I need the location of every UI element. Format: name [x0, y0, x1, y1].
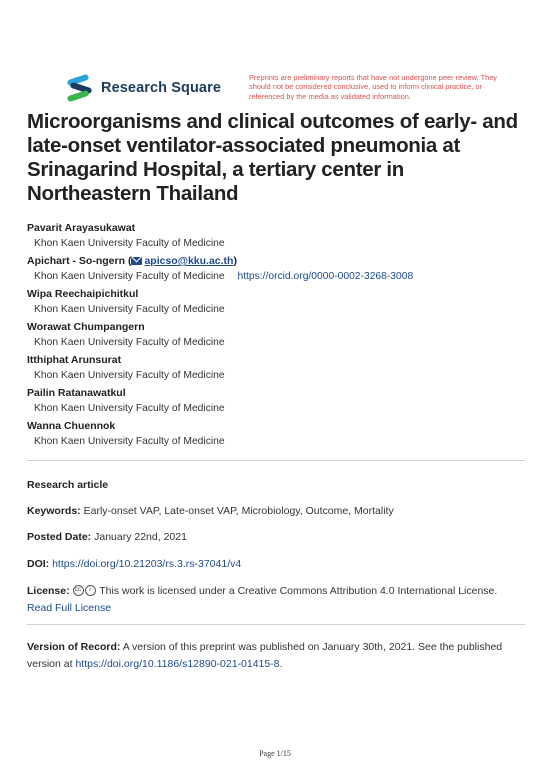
author-name-corresponding: Apichart - So-ngern ( apicso@kku.ac.th) — [27, 255, 237, 267]
attribution-icon: i — [85, 585, 96, 596]
author-email-link[interactable]: apicso@kku.ac.th — [144, 255, 234, 267]
read-full-license-link[interactable]: Read Full License — [27, 602, 112, 614]
author-affiliation: Khon Kaen University Faculty of Medicine — [34, 403, 225, 414]
posted-date-label: Posted Date: — [27, 531, 92, 543]
author-name: Wipa Reechaipichitkul — [27, 288, 139, 300]
author-entry — [27, 387, 527, 420]
version-of-record-link[interactable]: https://doi.org/10.1186/s12890-021-01415-8 — [75, 658, 280, 670]
author-list — [27, 222, 527, 453]
posted-date-value: January 22nd, 2021 — [94, 531, 187, 543]
author-entry — [27, 354, 527, 387]
preprint-notice: Preprints are preliminary reports that have not undergone peer review. They should not be considered conclusive, used to inform clinical practice, or referenced by the media as validated information. — [249, 73, 497, 101]
author-name: Pailin Ratanawatkul — [27, 387, 126, 399]
author-affiliation: Khon Kaen University Faculty of Medicine — [34, 337, 225, 348]
email-icon — [131, 257, 142, 265]
version-of-record-text: A version of this preprint was published on January 30th, 2021. See the published version at — [27, 641, 503, 670]
author-affiliation: Khon Kaen University Faculty of Medicine — [34, 370, 225, 381]
author-affiliation: Khon Kaen University Faculty of Medicine — [34, 436, 225, 447]
page-number: Page 1/15 — [259, 749, 291, 758]
logo-text: Research Square — [101, 80, 221, 96]
article-type: Research article — [27, 479, 109, 491]
version-of-record-row: Version of Record: A version of this preprint was published on January 30th, 2021. See the published version at https://doi.org/10.1186/s12890-021-01415-8. — [27, 641, 503, 670]
author-entry — [27, 420, 527, 453]
divider — [27, 460, 525, 461]
divider — [27, 624, 525, 625]
creative-commons-icon: cc — [73, 585, 84, 596]
author-name: Wanna Chuennok — [27, 420, 116, 432]
orcid-link[interactable]: https://orcid.org/0000-0002-3268-3008 — [237, 271, 414, 282]
author-entry — [27, 321, 527, 354]
author-name: Pavarit Arayasukawat — [27, 222, 136, 234]
author-affiliation: Khon Kaen University Faculty of Medicine — [34, 271, 225, 282]
author-affiliation: Khon Kaen University Faculty of Medicine — [34, 238, 225, 249]
license-text: This work is licensed under a Creative Commons Attribution 4.0 International License. — [99, 585, 498, 597]
posted-date-row — [27, 529, 525, 546]
doi-row — [27, 556, 525, 573]
doi-link[interactable]: https://doi.org/10.21203/rs.3.rs-37041/v4 — [52, 558, 242, 570]
author-name: Worawat Chumpangern — [27, 321, 145, 333]
author-affiliation: Khon Kaen University Faculty of Medicine — [34, 304, 225, 315]
author-affiliation-row — [34, 271, 413, 282]
license-row — [27, 583, 525, 617]
research-square-logo-icon — [67, 77, 95, 99]
keywords-label: Keywords: — [27, 505, 81, 517]
version-of-record-label: Version of Record: — [27, 641, 121, 653]
doi-label: DOI: — [27, 558, 50, 570]
author-name: Apichart - So-ngern — [27, 255, 126, 267]
license-label: License: — [27, 585, 70, 597]
author-entry — [27, 222, 527, 255]
research-square-logo — [67, 77, 221, 99]
keywords-value: Early-onset VAP, Late-onset VAP, Microbiology, Outcome, Mortality — [83, 505, 394, 517]
author-name: Itthiphat Arunsurat — [27, 354, 122, 366]
author-entry — [27, 255, 527, 288]
paper-title: Microorganisms and clinical outcomes of early- and late-onset ventilator-associated pneumonia at Srinagarind Hospital, a tertiary center in Northeastern Thailand — [27, 110, 518, 205]
keywords-row — [27, 503, 525, 520]
author-entry — [27, 288, 527, 321]
